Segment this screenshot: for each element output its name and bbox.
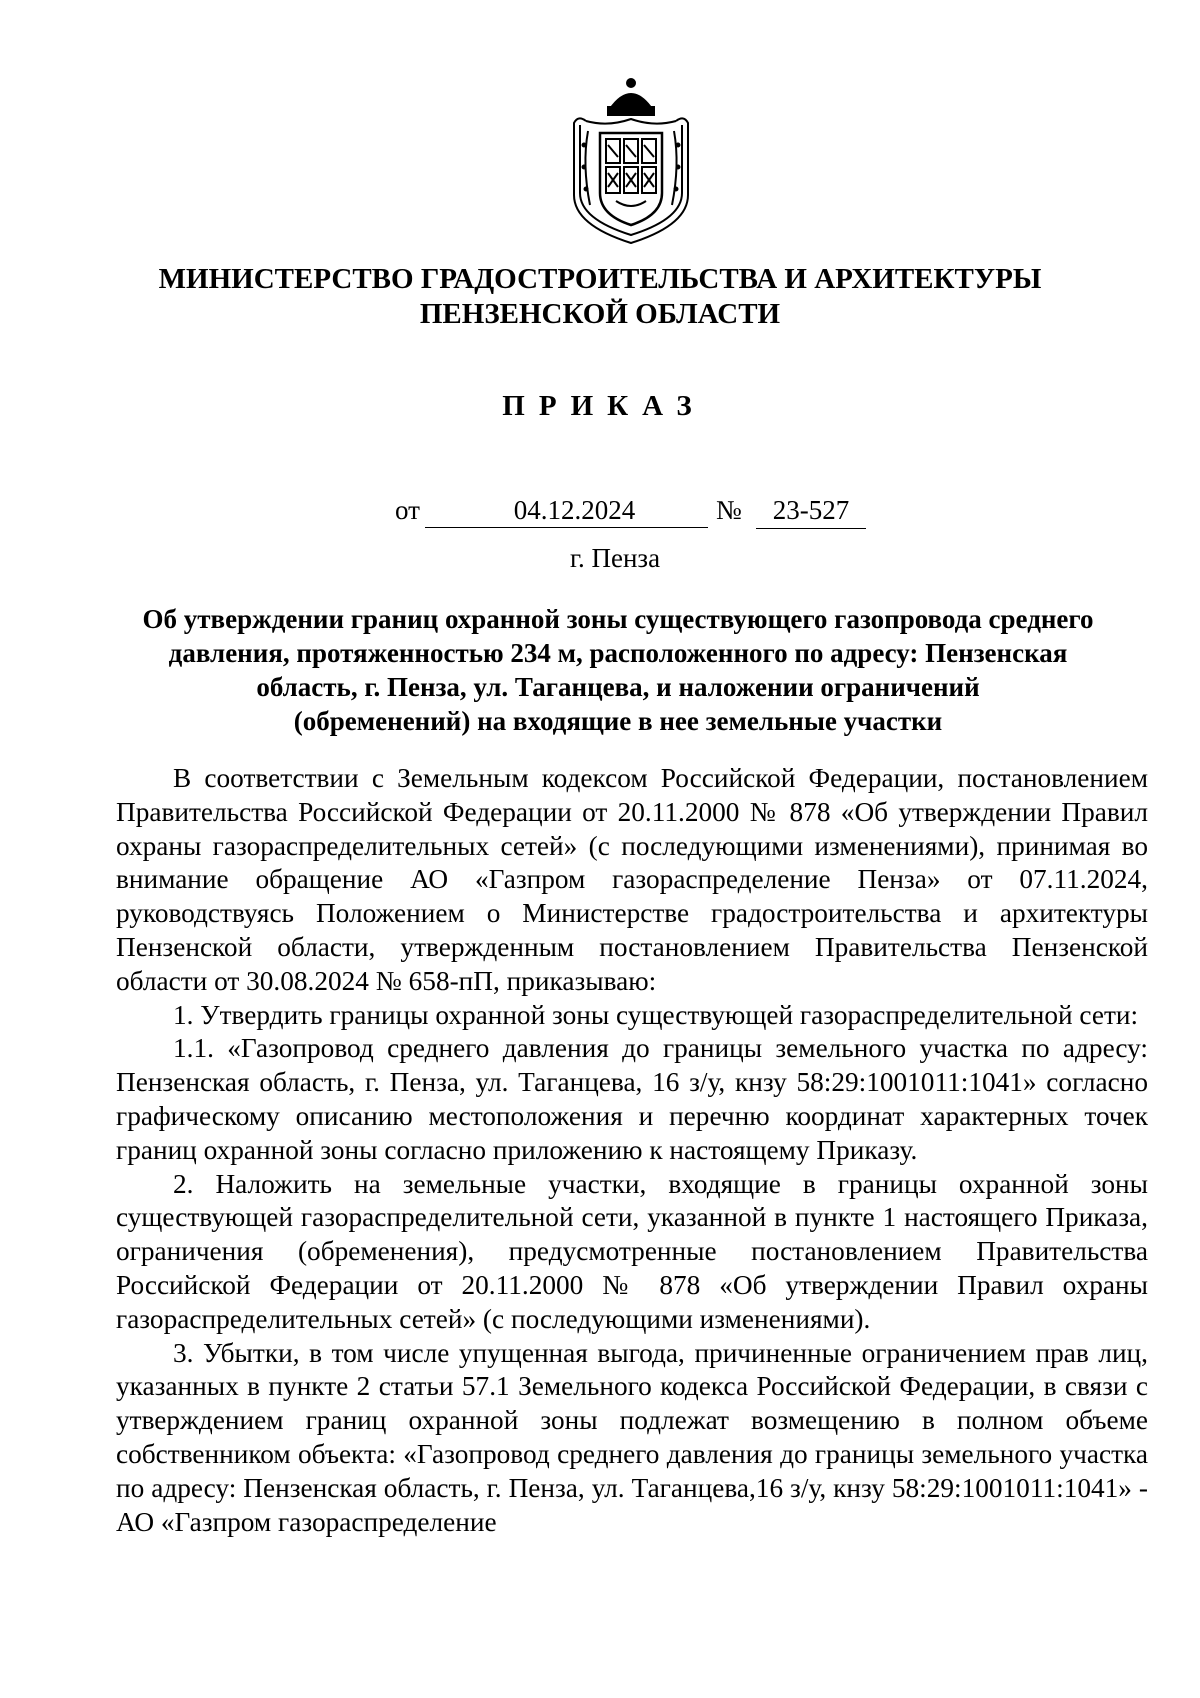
document-number: 23-527 <box>756 495 866 529</box>
document-title <box>118 602 1118 738</box>
clause-1-1-paragraph: 1.1. «Газопровод среднего давления до границы земельного участка по адресу: Пензенская область, г. Пенза, ул. Таганцева, 16 з/у, кнзу 58:29:1001011:1041» согласно графическому описанию местоположения и перечню координат характерных точек границ охранной зоны согласно приложению к настоящему Приказу. <box>116 1033 1148 1165</box>
preamble-paragraph: В соответствии с Земельным кодексом Российской Федерации, постановлением Правительства Российской Федерации от 20.11.2000 № 878 «Об утверждении Правил охраны газораспределительных сетей» (с последующими изменениями), принимая во внимание обращение АО «Газпром газораспределение Пенза» от 07.11.2024, руководствуясь Положением о Министерстве градостроительства и архитектуры Пензенской области, утвержденным постановлением Правительства Пензенской области от 30.08.2024 № 658-пП, приказываю: <box>116 763 1148 996</box>
date-number-line <box>0 495 1200 535</box>
coat-of-arms-emblem <box>568 75 694 247</box>
clause-2-paragraph: 2. Наложить на земельные участки, входящие в границы охранной зоны существующей газораспределительной сети, указанной в пункте 1 настоящего Приказа, ограничения (обременения), предусмотренные постановлением Правительства Российской Федерации от 20.11.2000 № 878 «Об утверждении Правил охраны газораспределительных сетей» (с последующими изменениями). <box>116 1168 1148 1334</box>
clause-1-paragraph: 1. Утвердить границы охранной зоны существующей газораспределительной сети: <box>173 999 1139 1030</box>
ministry-name-line1: МИНИСТЕРСТВО ГРАДОСТРОИТЕЛЬСТВА И АРХИТЕКТУРЫ <box>158 263 1042 295</box>
ministry-name <box>0 262 1200 332</box>
number-sign: № <box>716 495 742 525</box>
document-type: ПРИКАЗ <box>502 390 706 422</box>
ministry-name-line2: ПЕНЗЕНСКОЙ ОБЛАСТИ <box>419 298 781 330</box>
document-body <box>116 762 1148 1539</box>
date-prefix: от <box>395 495 420 525</box>
title-line4: (обременений) на входящие в нее земельные участки <box>293 706 943 736</box>
document-date: 04.12.2024 <box>425 495 708 528</box>
document-city: г. Пенза <box>569 543 661 573</box>
clause-3-paragraph: 3. Убытки, в том числе упущенная выгода, причиненные ограничением прав лиц, указанных в пункте 2 статьи 57.1 Земельного кодекса Российской Федерации, в связи с утверждением границ охранной зоны подлежат возмещению в полном объеме собственником объекта: «Газопровод среднего давления до границы земельного участка по адресу: Пензенская область, г. Пенза, ул. Таганцева,16 з/у, кнзу 58:29:1001011:1041» - АО «Газпром газораспределение <box>116 1337 1148 1537</box>
title-line3: область, г. Пенза, ул. Таганцева, и наложении ограничений <box>256 672 980 702</box>
title-line2: давления, протяженностью 234 м, расположенного по адресу: Пензенская <box>168 638 1068 668</box>
title-line1: Об утверждении границ охранной зоны существующего газопровода среднего <box>142 604 1094 634</box>
